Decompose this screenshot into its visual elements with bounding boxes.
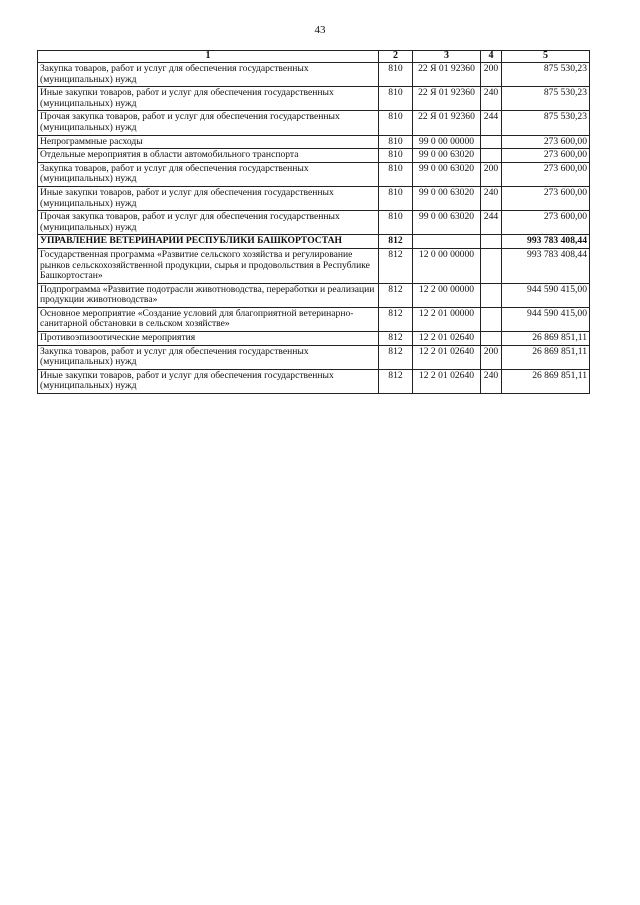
row-ved-cell: 810 — [379, 63, 413, 87]
row-ved-cell: 810 — [379, 162, 413, 186]
row-vr-cell: 244 — [481, 111, 502, 135]
row-sum-cell: 944 590 415,00 — [502, 307, 590, 331]
table-row — [38, 369, 590, 393]
table-header-row — [38, 51, 590, 63]
row-name-cell: Прочая закупка товаров, работ и услуг для обеспечения государственных (муниципальных) нужд — [38, 111, 379, 135]
row-csr-cell: 99 0 00 63020 — [413, 162, 481, 186]
row-sum-cell: 273 600,00 — [502, 149, 590, 163]
row-name-cell: Противоэпизоотические мероприятия — [38, 332, 379, 346]
row-vr-cell: 244 — [481, 211, 502, 235]
row-name-cell: УПРАВЛЕНИЕ ВЕТЕРИНАРИИ РЕСПУБЛИКИ БАШКОРТОСТАН — [38, 235, 379, 249]
row-csr-cell: 12 2 01 02640 — [413, 332, 481, 346]
row-sum-cell: 273 600,00 — [502, 135, 590, 149]
row-ved-cell: 812 — [379, 332, 413, 346]
row-name-cell: Прочая закупка товаров, работ и услуг для обеспечения государственных (муниципальных) нужд — [38, 211, 379, 235]
row-sum-cell: 273 600,00 — [502, 186, 590, 210]
row-name-cell: Основное мероприятие «Создание условий для благоприятной ветеринарно-санитарной обстановки в сельском хозяйстве» — [38, 307, 379, 331]
row-sum-cell: 875 530,23 — [502, 87, 590, 111]
row-ved-cell: 812 — [379, 369, 413, 393]
table-row — [38, 235, 590, 249]
row-csr-cell: 99 0 00 63020 — [413, 149, 481, 163]
row-ved-cell: 810 — [379, 211, 413, 235]
row-ved-cell: 812 — [379, 248, 413, 283]
row-vr-cell — [481, 135, 502, 149]
row-vr-cell — [481, 332, 502, 346]
column-header-3: 3 — [413, 51, 481, 63]
row-ved-cell: 812 — [379, 283, 413, 307]
table-row — [38, 283, 590, 307]
row-csr-cell: 12 2 01 00000 — [413, 307, 481, 331]
table-row — [38, 135, 590, 149]
table-row — [38, 345, 590, 369]
page-number: 43 — [314, 24, 326, 36]
row-name-cell: Закупка товаров, работ и услуг для обеспечения государственных (муниципальных) нужд — [38, 162, 379, 186]
table-row — [38, 87, 590, 111]
row-sum-cell: 26 869 851,11 — [502, 332, 590, 346]
row-vr-cell: 200 — [481, 162, 502, 186]
row-vr-cell: 240 — [481, 186, 502, 210]
row-csr-cell: 99 0 00 63020 — [413, 211, 481, 235]
table-row — [38, 248, 590, 283]
row-vr-cell — [481, 283, 502, 307]
column-header-1: 1 — [38, 51, 379, 63]
row-csr-cell — [413, 235, 481, 249]
row-sum-cell: 26 869 851,11 — [502, 345, 590, 369]
row-name-cell: Государственная программа «Развитие сельского хозяйства и регулирование рынков сельскохозяйственной продукции, сырья и продовольствия в Республике Башкортостан» — [38, 248, 379, 283]
row-sum-cell: 26 869 851,11 — [502, 369, 590, 393]
table-row — [38, 307, 590, 331]
row-sum-cell: 944 590 415,00 — [502, 283, 590, 307]
row-ved-cell: 810 — [379, 87, 413, 111]
row-sum-cell: 993 783 408,44 — [502, 235, 590, 249]
column-header-4: 4 — [481, 51, 502, 63]
row-vr-cell — [481, 307, 502, 331]
column-header-5: 5 — [502, 51, 590, 63]
row-csr-cell: 22 Я 01 92360 — [413, 111, 481, 135]
table-row — [38, 186, 590, 210]
row-csr-cell: 12 0 00 00000 — [413, 248, 481, 283]
row-vr-cell: 240 — [481, 369, 502, 393]
row-sum-cell: 273 600,00 — [502, 211, 590, 235]
row-sum-cell: 875 530,23 — [502, 63, 590, 87]
row-name-cell: Отдельные мероприятия в области автомобильного транспорта — [38, 149, 379, 163]
row-name-cell: Иные закупки товаров, работ и услуг для обеспечения государственных (муниципальных) нужд — [38, 87, 379, 111]
row-ved-cell: 812 — [379, 345, 413, 369]
row-vr-cell: 200 — [481, 63, 502, 87]
row-vr-cell — [481, 235, 502, 249]
row-ved-cell: 810 — [379, 186, 413, 210]
table-row — [38, 211, 590, 235]
row-csr-cell: 99 0 00 00000 — [413, 135, 481, 149]
row-sum-cell: 273 600,00 — [502, 162, 590, 186]
row-name-cell: Иные закупки товаров, работ и услуг для обеспечения государственных (муниципальных) нужд — [38, 369, 379, 393]
row-name-cell: Непрограммные расходы — [38, 135, 379, 149]
row-csr-cell: 12 2 01 02640 — [413, 345, 481, 369]
budget-table — [37, 50, 590, 394]
row-vr-cell — [481, 248, 502, 283]
row-name-cell: Подпрограмма «Развитие подотрасли животноводства, переработки и реализации продукции животноводства» — [38, 283, 379, 307]
row-csr-cell: 99 0 00 63020 — [413, 186, 481, 210]
row-sum-cell: 875 530,23 — [502, 111, 590, 135]
row-ved-cell: 812 — [379, 307, 413, 331]
row-name-cell: Иные закупки товаров, работ и услуг для обеспечения государственных (муниципальных) нужд — [38, 186, 379, 210]
row-csr-cell: 12 2 00 00000 — [413, 283, 481, 307]
row-ved-cell: 810 — [379, 135, 413, 149]
table-row — [38, 162, 590, 186]
table-row — [38, 111, 590, 135]
row-csr-cell: 22 Я 01 92360 — [413, 63, 481, 87]
row-sum-cell: 993 783 408,44 — [502, 248, 590, 283]
row-ved-cell: 812 — [379, 235, 413, 249]
table-row — [38, 149, 590, 163]
table-row — [38, 63, 590, 87]
row-name-cell: Закупка товаров, работ и услуг для обеспечения государственных (муниципальных) нужд — [38, 63, 379, 87]
row-name-cell: Закупка товаров, работ и услуг для обеспечения государственных (муниципальных) нужд — [38, 345, 379, 369]
row-vr-cell: 240 — [481, 87, 502, 111]
column-header-2: 2 — [379, 51, 413, 63]
row-vr-cell: 200 — [481, 345, 502, 369]
row-ved-cell: 810 — [379, 111, 413, 135]
row-vr-cell — [481, 149, 502, 163]
row-csr-cell: 12 2 01 02640 — [413, 369, 481, 393]
row-ved-cell: 810 — [379, 149, 413, 163]
row-csr-cell: 22 Я 01 92360 — [413, 87, 481, 111]
table-row — [38, 332, 590, 346]
